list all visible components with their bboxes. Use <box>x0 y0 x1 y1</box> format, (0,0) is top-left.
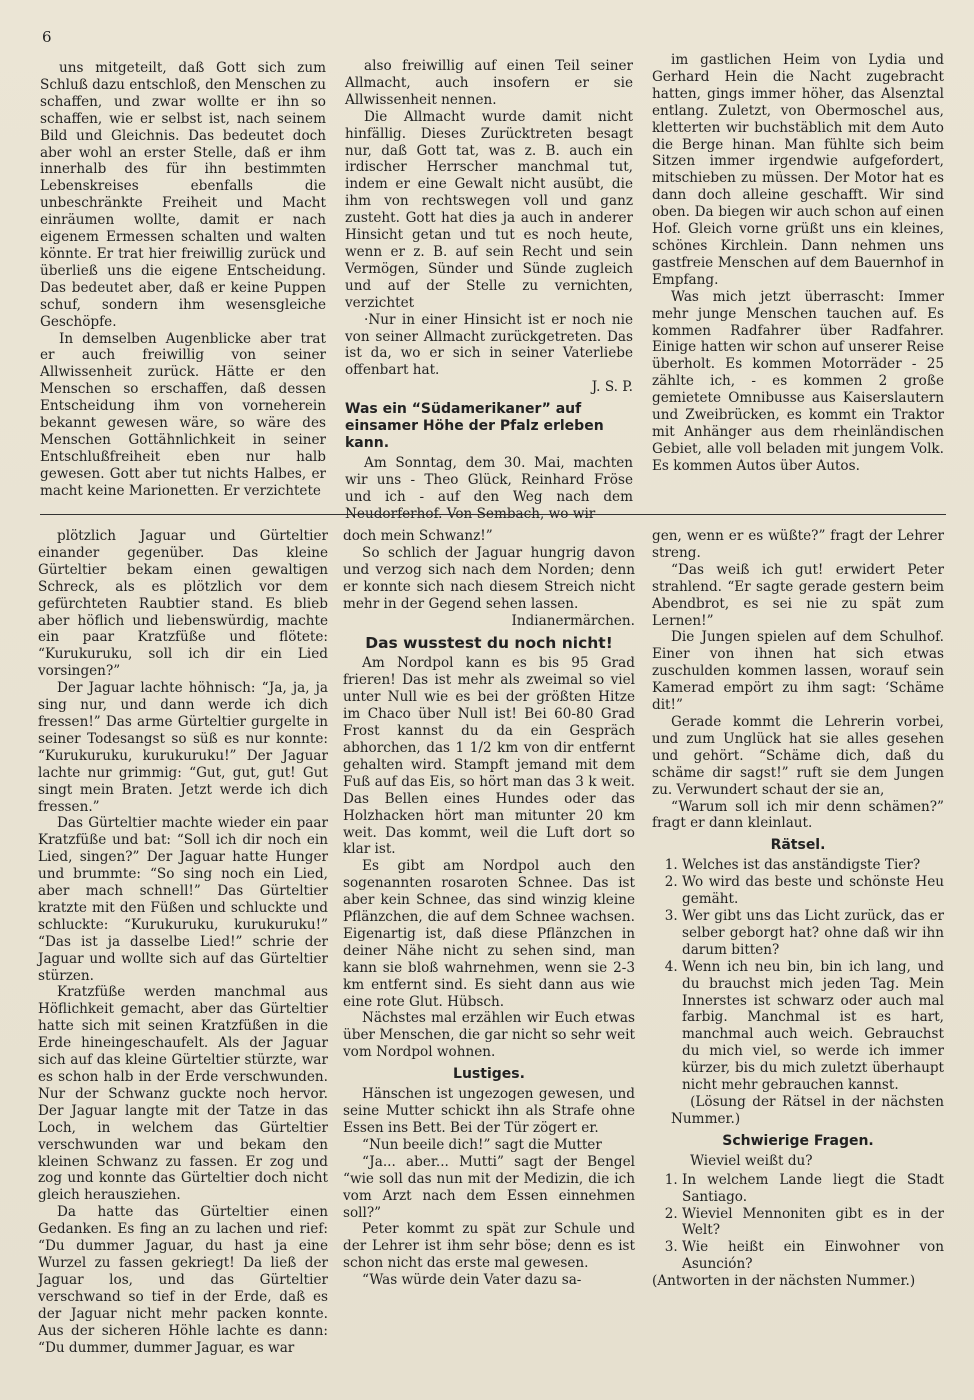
paragraph: gen, wenn er es wüßte?” fragt der Lehrer streng. <box>652 528 944 561</box>
list-item: 1. Welches ist das anständigste Tier? <box>682 857 944 874</box>
bottom-column-1 <box>38 528 328 1388</box>
bottom-column-2 <box>343 528 635 1388</box>
paragraph: Am Sonntag, dem 30. Mai, machten wir uns - Theo Glück, Reinhard Fröse und ich - auf den Weg nach dem Neudorferhof. Von Sembach, wo wir <box>345 455 633 522</box>
paragraph: Am Nordpol kann es bis 95 Grad frieren! Das ist mehr als zweimal so viel unter Null wie es bei der größten Hitze im Chaco über Null ist! Bei 60-80 Grad Frost kannst du da ein Gespräch abhorchen, das 1 1/2 km von dir entfernt gehalten wird. Stampft jemand mit dem Fuß auf das Eis, so hört man das 3 k weit. Das Bellen eines Hundes oder das Holzhacken hört man mitunter 20 km weit. Das kommt, weil die Luft dort so klar ist. <box>343 655 635 858</box>
paragraph: In demselben Augenblicke aber trat er auch freiwillig von seiner Allwissenheit zurück. Hätte er den Menschen so erschaffen, daß dessen Entscheidung ihm von vorneherein bekannt gewesen wäre, so wäre des Menschen Gottähnlichkeit in seiner Entschlußfreiheit eben nur halb gewesen. Gott aber tut nichts Halbes, er macht keine Marionetten. Er verzichtete <box>40 330 326 499</box>
paragraph: uns mitgeteilt, daß Gott sich zum Schluß dazu entschloß, den Menschen zu schaffen, und zwar wollte er ihn so schaffen, wie er selbst ist, nach seinem Bild und Gleichnis. Das bedeutet doch aber wohl an erster Stelle, daß er ihm innerhalb des für ihn bestimmten Lebenskreises ebenfalls die unbeschränkte Freiheit und Macht einräumen wollte, damit er nach eigenem Ermessen schalten und walten könnte. Er trat hier freiwillig zurück und überließ uns die eigene Entscheidung. Das bedeutet aber, daß er keine Puppen schuf, sondern ihm wesensgleiche Geschöpfe. <box>40 60 327 330</box>
numbered-list <box>652 1172 944 1273</box>
paragraph: Gerade kommt die Lehrerin vorbei, und zum Unglück hat sie alles gesehen und gehört. “Schäme dich, daß du schäme dir sagst!” ruft sie dem Jungen zu. Verwundert schaut der sie an, <box>652 713 944 798</box>
paragraph: Peter kommt zu spät zur Schule und der Lehrer ist ihm sehr böse; denn es ist schon nicht das erste mal gewesen. <box>343 1221 635 1272</box>
paragraph: im gastlichen Heim von Lydia und Gerhard Hein die Nacht zugebracht hatten, gings immer höher, das Alsenztal entlang. Zuletzt, von Obermoschel aus, kletterten wir buchstäblich mit dem Auto die Berge hinan. Man fühlte sich beim Sitzen immer irgendwie aufgefordert, mitschieben zu müssen. Der Motor hat es dann doch alleine geschafft. Wir sind oben. Da biegen wir auch schon auf einen Hof. Gleich vorne grüßt uns ein kleines, schönes Kirchlein. Dann nehmen uns gastfreie Menschen auf dem Bauernhof in Empfang. <box>652 52 944 288</box>
paragraph: Der Jaguar lachte höhnisch: “Ja, ja, ja sing nur, und dann werde ich dich fressen!” Das arme Gürteltier gurgelte in seiner Todesangst so süß es nur konnte: “Kurukuruku, kurukuruku!” Der Jaguar lachte nur grimmig: “Gut, gut, gut! Gut singt mein Braten. Jetzt werde ich dich fressen.” <box>38 680 328 815</box>
top-column-3 <box>652 52 944 508</box>
list-item: 2. Wo wird das beste und schönste Heu gemäht. <box>682 874 944 908</box>
bottom-column-3 <box>652 528 944 1388</box>
paragraph: So schlich der Jaguar hungrig davon und verzog sich nach dem Norden; denn er konnte sich nach diesem Streich nicht mehr in der Gegend sehen lassen. <box>343 544 635 612</box>
list-item: 2. Wieviel Mennoniten gibt es in der Welt? <box>682 1206 944 1240</box>
paragraph: Wieviel weißt du? <box>690 1152 813 1169</box>
paragraph: Das Gürteltier machte wieder ein paar Kratzfüße und bat: “Soll ich dir noch ein Lied, singen?” Der Jaguar hatte Hunger und brummte: “So sing noch ein Lied, aber mach schnell!” Das Gürteltier kratzte mit den Füßen und schluckte und schluckte: “Kurukuruku, kurukuruku!” “Das ist ja dasselbe Lied!” schrie der Jaguar und wollte sich auf das Gürteltier stürzen. <box>38 815 328 984</box>
section-heading: Rätsel. <box>770 837 826 854</box>
paragraph: (Antworten in der nächsten Nummer.) <box>652 1273 916 1290</box>
paragraph: Die Allmacht wurde damit nicht hinfällig. Dieses Zurücktreten besagt nur, daß Gott tat, was z. B. auch ein irdischer Herrscher manchmal tut, indem er eine Gewalt nicht ausübt, die ihm von rechtswegen voll und ganz zusteht. Gott hat dies ja auch in anderer Hinsicht getan und tut es noch heute, wenn er z. B. auf sein Recht und sein Vermögen, Sünder und Sünde zugleich und auf der Stelle zu vernichten, verzichtet <box>345 108 633 311</box>
list-item: 4. Wenn ich neu bin, bin ich lang, und du brauchst mich jeden Tag. Mein Innerstes ist schwarz oder auch mal farbig. Manchmal ist es hart, manchmal auch weich. Gebrauchst du mich viel, so werde ich immer kürzer, bis du mich zuletzt überhaupt nicht mehr gebrauchen kannst. <box>682 959 944 1094</box>
signature: Indianermärchen. <box>511 612 635 629</box>
top-column-1 <box>40 60 326 508</box>
paragraph: Hänschen ist ungezogen gewesen, und seine Mutter schickt ihn als Strafe ohne Essen ins Bett. Bei der Tür zögert er. <box>343 1086 635 1136</box>
numbered-list <box>652 857 944 1094</box>
section-heading: Schwierige Fragen. <box>722 1132 874 1149</box>
paragraph: Es gibt am Nordpol auch den sogenannten rosaroten Schnee. Das ist aber kein Schnee, das sind winzig kleine Pflänzchen, die auf dem Schnee wachsen. Eigenartig ist, daß diese Pflänzchen in deiner Nähe nicht zu sehen sind, man kann sie bloß wahrnehmen, wenn sie 2-3 km entfernt sind. Es sieht dann aus wie eine rote Glut. Hübsch. <box>343 858 635 1010</box>
paragraph: Kratzfüße werden manchmal aus Höflichkeit gemacht, aber das Gürteltier hatte sich mit seinen Kratzfüßen in die Erde hineingeschaufelt. Als der Jaguar sich auf das kleine Gürteltier stürzte, war es schon halb in der Erde verschwunden. Nur der Schwanz guckte noch hervor. Der Jaguar langte mit der Tatze in das Loch, in welchem das Gürteltier verschwunden war und bekam den kleinen Schwanz zu fassen. Er zog und zog und konnte das Gürteltier doch nicht gleich herausziehen. <box>38 984 328 1204</box>
paragraph: (Lösung der Rätsel in der nächsten Nummer.) <box>671 1094 944 1127</box>
paragraph: Nächstes mal erzählen wir Euch etwas über Menschen, die gar nicht so sehr weit vom Nordpol wohnen. <box>343 1010 635 1061</box>
page-number: 6 <box>42 28 52 46</box>
paragraph: Was mich jetzt überrascht: Immer mehr junge Menschen tauchen auf. Es kommen Radfahrer über Radfahrer. Einige hatten wir schon auf unserer Reise überholt. Es kommen Motorräder - 25 zählte ich, - es kommen 2 große gemietete Omnibusse aus Kaiserslautern und Zweibrücken, es kommt ein Traktor mit Anhänger aus dem rheinländischen Gebiet, alle voll beladen mit jungem Volk. Es kommen Autos über Autos. <box>652 288 944 474</box>
paragraph: ·Nur in einer Hinsicht ist er noch nie von seiner Allmacht zurückgetreten. Das ist da, wo er sich in seiner Vaterliebe offenbart hat. <box>345 311 633 379</box>
section-heading: Was ein “Südamerikaner” auf einsamer Höhe der Pfalz erleben kann. <box>345 401 604 452</box>
section-heading: Lustiges. <box>453 1066 525 1083</box>
paragraph: plötzlich Jaguar und Gürteltier einander gegenüber. Das kleine Gürteltier bekam einen gewaltigen Schreck, als es plötzlich vor dem gefürchteten Raubtier stand. Es blieb aber höflich und liebenswürdig, machte ein paar Kratzfüße und flötete: “Kurukuruku, soll ich dir ein Lied vorsingen?” <box>38 528 328 680</box>
top-column-2 <box>345 58 633 522</box>
paragraph: “Warum soll ich mir denn schämen?” fragt er dann kleinlaut. <box>652 798 944 832</box>
section-heading: Das wusstest du noch nicht! <box>365 634 613 653</box>
signature: J. S. P. <box>591 379 633 396</box>
paragraph: doch mein Schwanz!” <box>343 528 493 544</box>
paragraph: “Ja... aber... Mutti” sagt der Bengel “wie soll das nun mit der Medizin, die ich vom Arzt nach dem Essen einnehmen soll?” <box>343 1153 635 1221</box>
paragraph: “Was würde dein Vater dazu sa- <box>362 1272 582 1289</box>
list-item: 3. Wie heißt ein Einwohner von Asunción? <box>682 1239 944 1273</box>
list-item: 1. In welchem Lande liegt die Stadt Santiago. <box>682 1172 944 1206</box>
paragraph: “Nun beeile dich!” sagt die Mutter <box>362 1136 602 1153</box>
paragraph: “Das weiß ich gut! erwidert Peter strahlend. “Er sagte gerade gestern beim Abendbrot, es sei nie zu spät zum Lernen!” <box>652 561 944 629</box>
paragraph: Die Jungen spielen auf dem Schulhof. Einer von ihnen hat sich etwas zuschulden kommen lassen, worauf sein Kamerad empört zu ihm sagt: ‘Schäme dit!” <box>652 629 944 714</box>
paragraph: Da hatte das Gürteltier einen Gedanken. Es fing an zu lachen und rief: “Du dummer Jaguar, du hast ja eine Wurzel zu fassen gekriegt! Da ließ der Jaguar los, und das Gürteltier verschwand so tief in der Erde, daß es der Jaguar nicht mehr packen konnte. Aus der sicheren Höhle lachte es dann: “Du dummer, dummer Jaguar, es war <box>38 1204 328 1356</box>
section-divider <box>40 514 946 515</box>
paragraph: also freiwillig auf einen Teil seiner Allmacht, auch insofern er sie Allwissenheit nennen. <box>345 58 633 108</box>
list-item: 3. Wer gibt uns das Licht zurück, das er selber geborgt hat? ohne daß wir ihn darum bitten? <box>682 908 944 959</box>
